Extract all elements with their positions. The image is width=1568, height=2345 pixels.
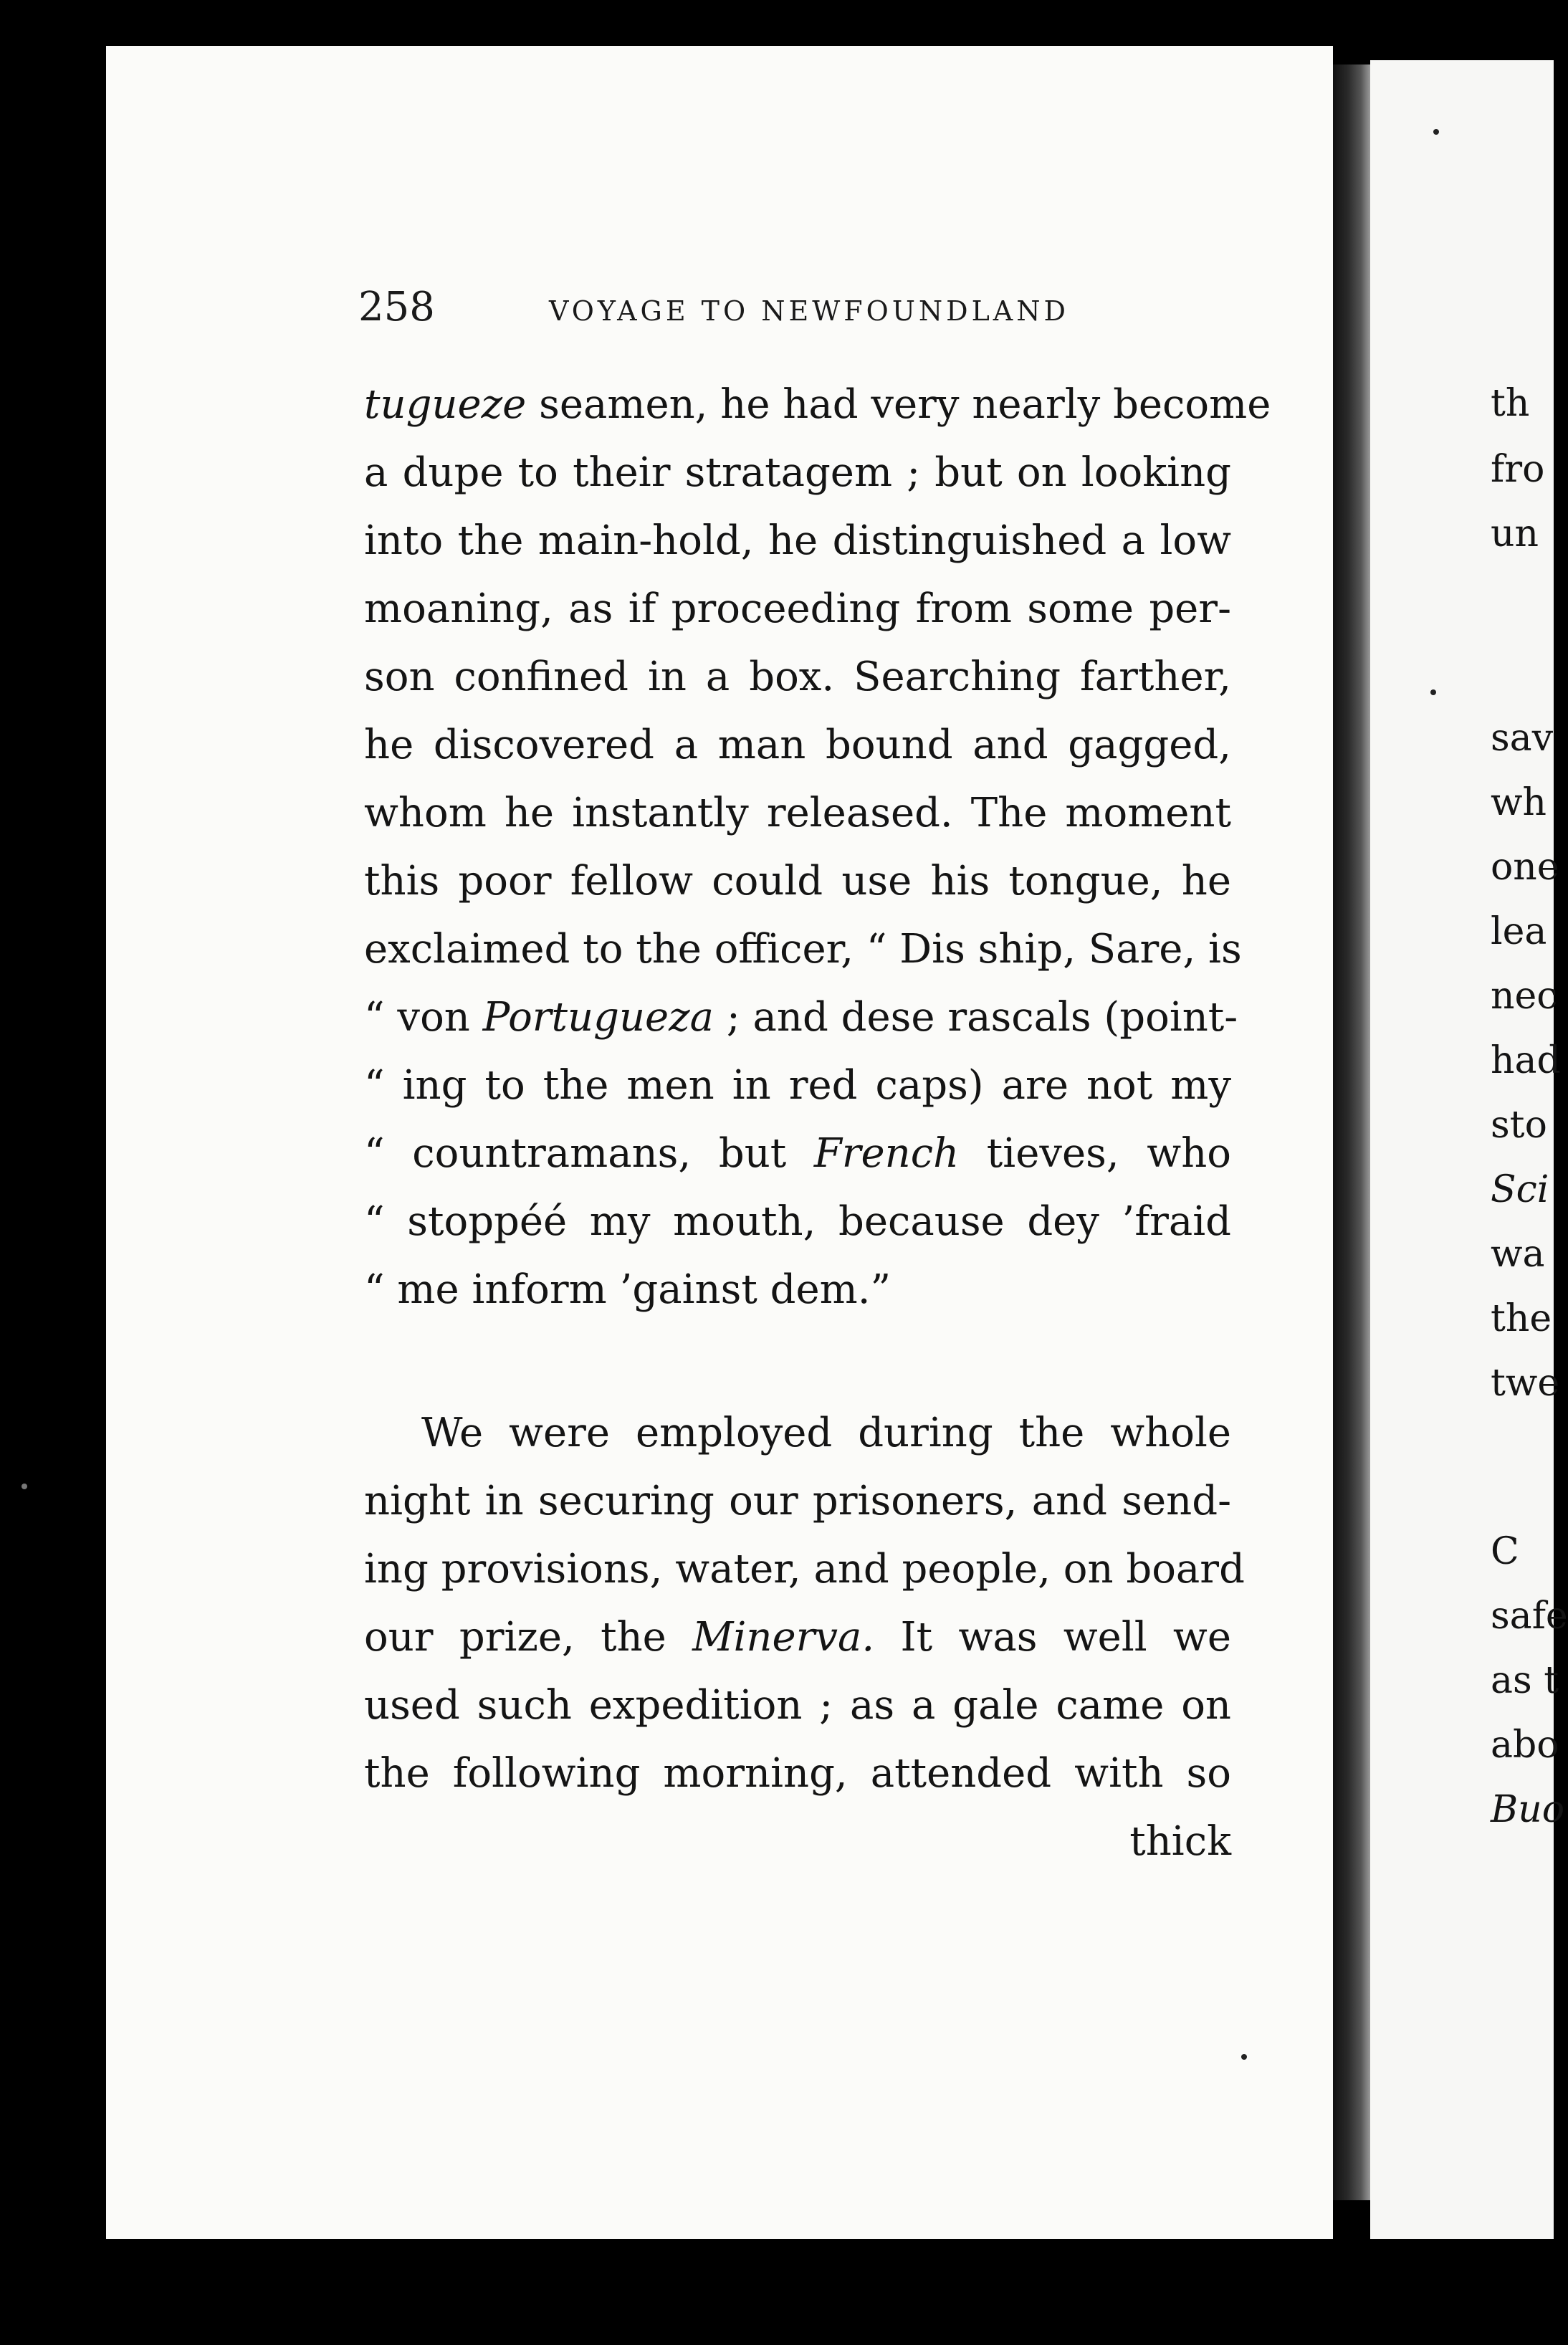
facing-page-fragment: one [1491, 846, 1559, 889]
body-line-text: used such expedition ; as a gale came on [364, 1682, 1231, 1729]
body-line [364, 441, 1231, 505]
facing-page-fragment: Buo [1491, 1788, 1565, 1831]
facing-page-fragment: C [1491, 1530, 1519, 1573]
body-line-text: “ countramans, but [364, 1130, 814, 1177]
body-line [364, 1054, 1231, 1118]
body-line-italic: French [813, 1130, 960, 1177]
facing-page-fragment: as t [1491, 1659, 1559, 1702]
body-line-text: It was well we [874, 1614, 1232, 1661]
scan-speck [21, 1484, 27, 1489]
body-line-text: the following morning, attended with so [364, 1750, 1231, 1797]
body-line [364, 1401, 1231, 1466]
facing-page-fragment: wh [1491, 781, 1547, 824]
catchword: thick [1129, 1818, 1231, 1865]
body-line-text: our prize, the [364, 1614, 693, 1661]
body-line-text: “ ing to the men in red caps) are not my [364, 1062, 1231, 1109]
body-line-text: “ me inform ’gainst dem.” [364, 1266, 891, 1313]
body-line [364, 1742, 1231, 1806]
body-line-text: a dupe to their stratagem ; but on looking [364, 449, 1231, 496]
body-line [364, 849, 1231, 914]
running-title: VOYAGE TO NEWFOUNDLAND [549, 295, 1069, 327]
body-line [364, 713, 1231, 778]
body-line-italic: Minerva. [692, 1614, 875, 1661]
body-line [364, 577, 1231, 641]
facing-page-fragment: un [1491, 512, 1539, 555]
body-line-text: exclaimed to the officer, “ Dis ship, Sare, is [364, 926, 1242, 973]
body-line [364, 1190, 1231, 1254]
facing-page-fragment: lea [1491, 910, 1547, 953]
body-line-italic: tugueze [364, 381, 527, 428]
body-line-text: son confined in a box. Searching farther, [364, 654, 1231, 700]
body-line [364, 1122, 1231, 1186]
body-line [364, 1469, 1231, 1534]
body-line [364, 645, 1231, 710]
facing-page-fragment: fro [1491, 448, 1545, 491]
facing-page-fragment: wa [1491, 1233, 1545, 1276]
facing-page-fragment: nec [1491, 975, 1558, 1018]
facing-page-fragment: sav [1491, 717, 1554, 760]
facing-page-fragment: had [1491, 1039, 1561, 1082]
body-line-text: tieves, who [959, 1130, 1231, 1177]
scan-speck [1433, 129, 1439, 135]
body-line-text: We were employed during the whole [421, 1410, 1231, 1456]
scan-speck [1430, 689, 1436, 695]
body-line-text: moaning, as if proceeding from some per- [364, 586, 1231, 632]
body-line-text: ing provisions, water, and people, on board [364, 1546, 1245, 1592]
body-line-text: night in securing our prisoners, and send- [364, 1478, 1231, 1524]
facing-page-fragment: Sci [1491, 1168, 1549, 1211]
body-line-text: ; and dese rascals (point- [714, 994, 1238, 1041]
body-line [364, 1605, 1231, 1670]
body-line [364, 781, 1231, 846]
body-line-italic: Portugueza [482, 994, 714, 1041]
body-line [364, 1537, 1245, 1602]
facing-page-fragment: the [1491, 1297, 1552, 1340]
facing-page-fragment: sto [1491, 1104, 1547, 1147]
page-number: 258 [358, 284, 435, 330]
facing-page-fragment: safe [1491, 1595, 1568, 1638]
body-line-text: “ von [364, 994, 483, 1041]
body-line [364, 917, 1242, 982]
body-line [364, 1258, 1231, 1322]
scan-speck [1241, 2054, 1247, 2060]
facing-page-fragment: abo [1491, 1724, 1559, 1767]
body-line [364, 509, 1231, 573]
facing-page-fragment: th [1491, 382, 1530, 425]
body-line-text: he discovered a man bound and gagged, [364, 722, 1231, 768]
facing-page-fragment: twe [1491, 1362, 1560, 1405]
body-line [364, 1673, 1231, 1738]
body-line-text: seamen, he had very nearly become [526, 381, 1271, 428]
body-line-text: “ stoppéé my mouth, because dey ’fraid [364, 1198, 1231, 1245]
body-line [364, 373, 1271, 437]
book-gutter [1333, 65, 1370, 2200]
body-line [364, 985, 1238, 1050]
body-line-text: whom he instantly released. The moment [364, 790, 1231, 836]
body-line-text: into the main-hold, he distinguished a low [364, 517, 1231, 564]
body-line-text: this poor fellow could use his tongue, he [364, 858, 1231, 904]
